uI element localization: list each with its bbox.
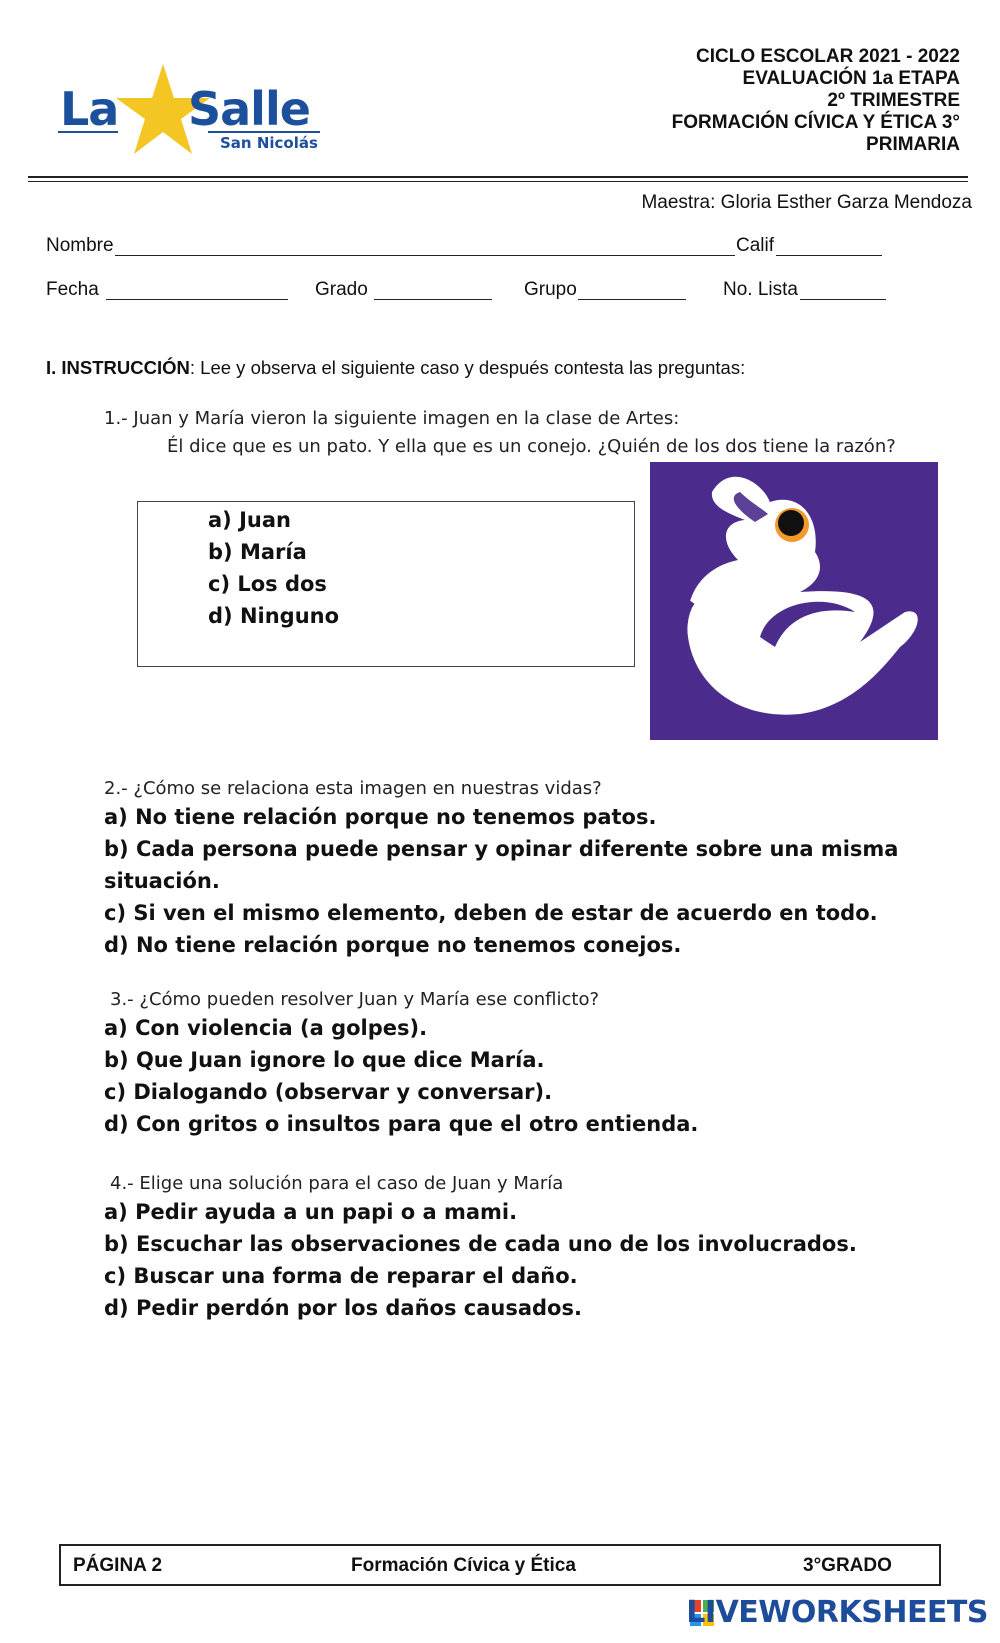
page-footer (59, 1544, 941, 1586)
grupo-label: Grupo (524, 279, 577, 300)
lista-line[interactable] (800, 299, 886, 300)
fecha-label: Fecha (46, 279, 99, 300)
exam-header (672, 46, 960, 156)
duck-rabbit-image (650, 462, 938, 740)
calif-line[interactable] (776, 255, 882, 256)
option-q3-b[interactable]: b) Que Juan ignore lo que dice María. (104, 1048, 545, 1072)
grado-label: Grado (315, 279, 368, 300)
option-q1-b[interactable]: b) María (208, 540, 307, 564)
option-q2-b[interactable]: b) Cada persona puede pensar y opinar diferente sobre una misma situación. (104, 837, 899, 893)
question-1-text: 1.- Juan y María vieron la siguiente imagen en la clase de Artes: (104, 408, 680, 429)
logo-subtitle: San Nicolás (220, 134, 318, 152)
instruction-label: I. INSTRUCCIÓN (46, 357, 190, 378)
option-q2-c[interactable]: c) Si ven el mismo elemento, deben de estar de acuerdo en todo. (104, 901, 878, 925)
nombre-label: Nombre (46, 235, 114, 256)
option-q3-a[interactable]: a) Con violencia (a golpes). (104, 1016, 428, 1040)
calif-label: Calif (736, 235, 775, 256)
logo-text-right: Salle (188, 82, 310, 136)
option-q4-b[interactable]: b) Escuchar las observaciones de cada uno de los involucrados. (104, 1232, 857, 1256)
header-line: 2º TRIMESTRE (827, 90, 960, 111)
question-2-options (104, 801, 1000, 961)
nombre-line[interactable] (115, 255, 735, 256)
teacher-name: Maestra: Gloria Esther Garza Mendoza (641, 192, 972, 213)
question-4-options (104, 1196, 857, 1324)
footer-page: PÁGINA 2 (73, 1555, 163, 1576)
option-q3-c[interactable]: c) Dialogando (observar y conversar). (104, 1080, 553, 1104)
option-q1-c[interactable]: c) Los dos (208, 572, 327, 596)
footer-subject: Formación Cívica y Ética (351, 1555, 576, 1576)
option-q4-c[interactable]: c) Buscar una forma de reparar el daño. (104, 1264, 578, 1288)
footer-grade: 3°GRADO (803, 1555, 892, 1576)
instruction-text: : Lee y observa el siguiente caso y después contesta las preguntas: (189, 357, 746, 378)
grado-line[interactable] (374, 299, 492, 300)
liveworksheets-watermark[interactable]: LIVEWORKSHEETS (686, 1595, 988, 1630)
header-line: CICLO ESCOLAR 2021 - 2022 (696, 46, 960, 67)
header-divider-thin (28, 181, 968, 182)
option-q3-d[interactable]: d) Con gritos o insultos para que el otro entienda. (104, 1112, 699, 1136)
option-q2-d[interactable]: d) No tiene relación porque no tenemos conejos. (104, 933, 682, 957)
header-line: FORMACIÓN CÍVICA Y ÉTICA 3° (671, 112, 960, 133)
school-logo (58, 62, 348, 162)
option-q1-d[interactable]: d) Ninguno (208, 604, 340, 628)
question-3-options (104, 1012, 698, 1140)
option-q4-a[interactable]: a) Pedir ayuda a un papi o a mami. (104, 1200, 518, 1224)
fecha-line[interactable] (106, 299, 288, 300)
question-1-subtext: Él dice que es un pato. Y ella que es un conejo. ¿Quién de los dos tiene la razón? (167, 436, 896, 457)
logo-text-left: La (60, 82, 119, 136)
option-q4-d[interactable]: d) Pedir perdón por los daños causados. (104, 1296, 582, 1320)
question-1-options (208, 504, 339, 632)
instruction (46, 357, 745, 379)
header-divider (28, 176, 968, 178)
header-line: PRIMARIA (866, 134, 960, 155)
header-line: EVALUACIÓN 1a ETAPA (742, 68, 960, 89)
question-4-text: 4.- Elige una solución para el caso de Juan y María (110, 1173, 564, 1194)
option-q1-a[interactable]: a) Juan (208, 508, 291, 532)
question-2-text: 2.- ¿Cómo se relaciona esta imagen en nuestras vidas? (104, 778, 602, 799)
grupo-line[interactable] (578, 299, 686, 300)
duck-rabbit-illustration (650, 462, 938, 740)
option-q2-a[interactable]: a) No tiene relación porque no tenemos patos. (104, 805, 657, 829)
lista-label: No. Lista (723, 279, 798, 300)
question-3-text: 3.- ¿Cómo pueden resolver Juan y María ese conflicto? (110, 989, 600, 1010)
